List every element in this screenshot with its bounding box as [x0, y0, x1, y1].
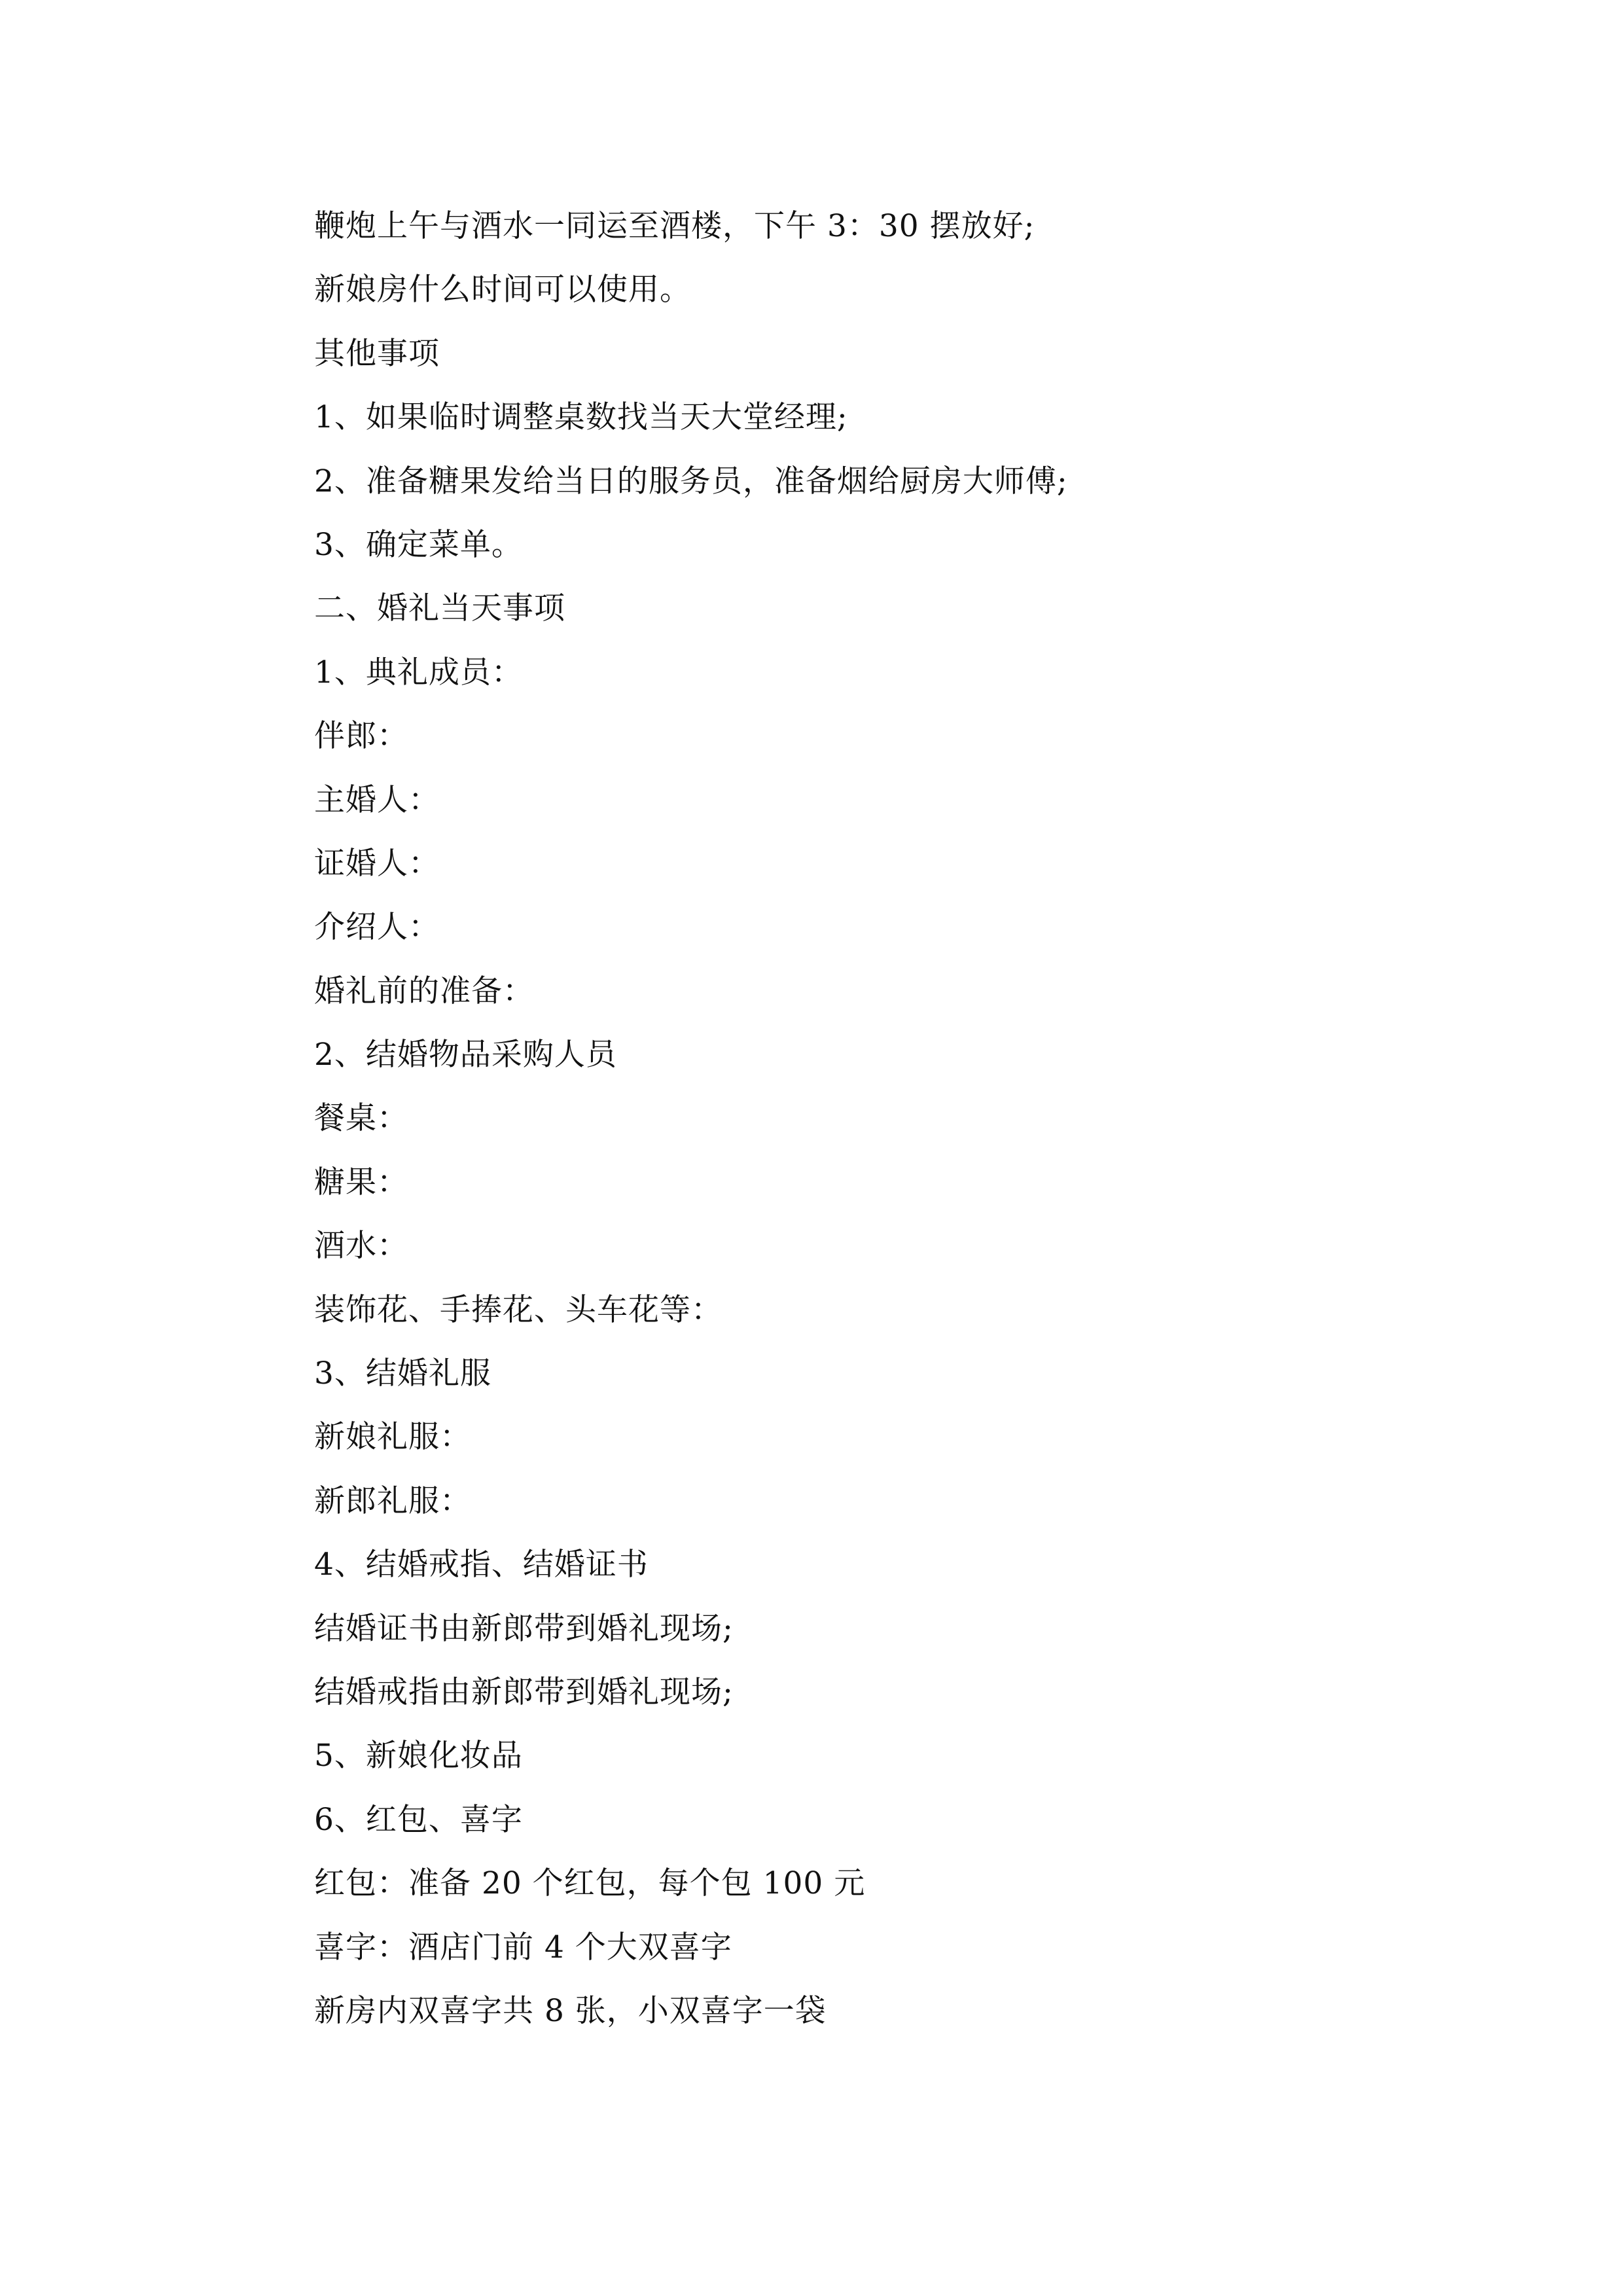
text-line: 婚礼前的准备：	[314, 973, 534, 1009]
text-line: 装饰花、手捧花、头车花等：	[314, 1291, 722, 1328]
text-line: 喜字：酒店门前 4 个大双喜字	[314, 1929, 732, 1965]
list-item: 4、结婚戒指、结婚证书	[314, 1547, 649, 1583]
list-item: 1、如果临时调整桌数找当天大堂经理;	[314, 399, 848, 436]
text-line: 糖果：	[314, 1164, 408, 1200]
text-line: 介绍人：	[314, 909, 440, 946]
list-item: 1、典礼成员：	[314, 654, 523, 691]
text-line: 证婚人：	[314, 845, 440, 882]
document-body	[314, 207, 1335, 2055]
list-item: 3、结婚礼服	[314, 1355, 491, 1392]
list-item: 6、红包、喜字	[314, 1801, 523, 1838]
text-line: 结婚戒指由新郎带到婚礼现场;	[314, 1674, 734, 1710]
list-item: 5、新娘化妆品	[314, 1738, 523, 1774]
list-item: 3、确定菜单。	[314, 526, 523, 563]
text-line: 酒水：	[314, 1228, 408, 1265]
text-line: 结婚证书由新郎带到婚礼现场;	[314, 1610, 734, 1647]
text-line: 红包：准备 20 个红包，每个包 100 元	[314, 1865, 866, 1902]
list-item: 2、结婚物品采购人员	[314, 1037, 617, 1073]
text-line: 新娘房什么时间可以使用。	[314, 272, 691, 308]
text-line: 新娘礼服：	[314, 1419, 471, 1456]
text-line: 伴郎：	[314, 718, 408, 755]
section-heading: 其他事项	[314, 335, 440, 372]
text-line: 餐桌：	[314, 1100, 408, 1137]
section-heading: 二、婚礼当天事项	[314, 590, 565, 627]
text-line: 主婚人：	[314, 781, 440, 818]
list-item: 2、准备糖果发给当日的服务员，准备烟给厨房大师傅;	[314, 463, 1068, 499]
text-line: 新郎礼服：	[314, 1482, 471, 1519]
text-line: 鞭炮上午与酒水一同运至酒楼，下午 3：30 摆放好;	[314, 208, 1035, 244]
text-line: 新房内双喜字共 8 张，小双喜字一袋	[314, 1992, 827, 2029]
